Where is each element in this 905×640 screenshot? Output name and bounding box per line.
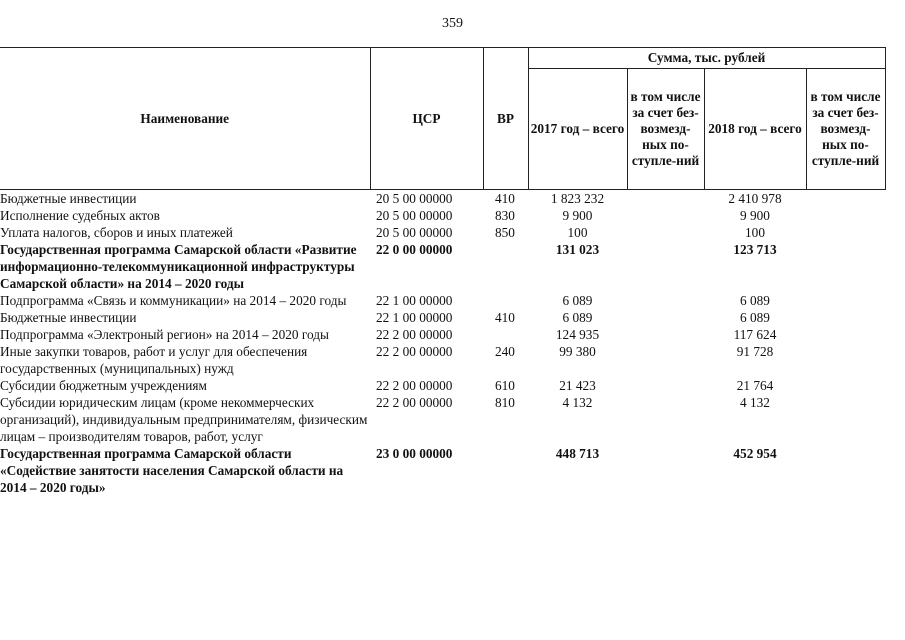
row-vr: 830 xyxy=(495,208,515,223)
row-vr: 810 xyxy=(495,395,515,410)
row-2017: 124 935 xyxy=(555,327,600,342)
row-vr: 410 xyxy=(495,310,515,325)
header-sum-group: Сумма, тыс. рублей xyxy=(528,48,885,69)
row-2018: 123 713 xyxy=(733,242,777,257)
row-csr: 22 2 00 00000 xyxy=(376,395,453,410)
row-2018: 91 728 xyxy=(736,344,774,359)
row-vr xyxy=(483,445,528,496)
row-csr: 22 2 00 00000 xyxy=(376,344,453,359)
header-2017-free: в том числе за счет без-возмезд-ных по-ступле-ний xyxy=(627,69,704,190)
header-2018-total: 2018 год – всего xyxy=(704,69,806,190)
row-csr: 20 5 00 00000 xyxy=(376,225,453,240)
row-vr: 240 xyxy=(495,344,515,359)
row-2018-free xyxy=(806,343,885,377)
row-2018-free xyxy=(806,445,885,496)
row-2017: 99 380 xyxy=(559,344,596,359)
row-name: Подпрограмма «Связь и коммуникации» на 2014 – 2020 годы xyxy=(0,293,347,308)
row-csr: 22 1 00 00000 xyxy=(376,293,453,308)
row-2017-free xyxy=(627,207,704,224)
row-2017: 1 823 232 xyxy=(550,191,605,206)
table-row xyxy=(0,309,885,326)
row-2018-free xyxy=(806,241,885,292)
table-row-program xyxy=(0,445,885,496)
row-name: Государственная программа Самарской области «Развитие информационно-телекоммуникационной инфраструктуры Самарской области» на 2014 – 2020 годы xyxy=(0,242,357,291)
row-2017: 4 132 xyxy=(562,395,593,410)
table-row xyxy=(0,207,885,224)
row-2017-free xyxy=(627,292,704,309)
page-number: 359 xyxy=(442,16,463,31)
row-name: Субсидии юридическим лицам (кроме некоммерческих организаций), индивидуальным предпринимателям, физическим лицам – производителям товаров, работ, услуг xyxy=(0,395,368,444)
row-2017: 131 023 xyxy=(555,242,600,257)
row-2017-free xyxy=(627,445,704,496)
row-2018: 100 xyxy=(745,225,765,240)
row-2018: 2 410 978 xyxy=(728,191,782,206)
row-2018-free xyxy=(806,377,885,394)
table-row xyxy=(0,326,885,343)
row-name: Иные закупки товаров, работ и услуг для обеспечения государственных (муниципальных) нужд xyxy=(0,344,308,376)
budget-table xyxy=(0,47,886,496)
row-name: Государственная программа Самарской области «Содействие занятости населения Самарской области на 2014 – 2020 годы» xyxy=(0,446,344,495)
row-2018-free xyxy=(806,394,885,445)
row-2018: 9 900 xyxy=(740,208,770,223)
row-csr: 20 5 00 00000 xyxy=(376,208,453,223)
row-vr xyxy=(483,241,528,292)
row-csr: 22 0 00 00000 xyxy=(376,242,453,257)
row-2017-free xyxy=(627,224,704,241)
row-2018: 21 764 xyxy=(736,378,774,393)
row-name: Подпрограмма «Электроный регион» на 2014 – 2020 годы xyxy=(0,327,329,342)
row-2017-free xyxy=(627,190,704,208)
row-csr: 22 1 00 00000 xyxy=(376,310,453,325)
header-csr: ЦСР xyxy=(370,48,483,190)
row-2017: 448 713 xyxy=(555,446,600,461)
table-row-program xyxy=(0,241,885,292)
table-row xyxy=(0,224,885,241)
row-csr: 22 2 00 00000 xyxy=(376,378,453,393)
row-name: Бюджетные инвестиции xyxy=(0,310,137,325)
row-2018: 6 089 xyxy=(740,293,770,308)
row-2018: 4 132 xyxy=(740,395,770,410)
row-2018-free xyxy=(806,309,885,326)
row-2017-free xyxy=(627,241,704,292)
row-name: Исполнение судебных актов xyxy=(0,208,160,223)
table-row xyxy=(0,394,885,445)
row-2017: 6 089 xyxy=(562,310,593,325)
row-2017-free xyxy=(627,343,704,377)
row-2018-free xyxy=(806,224,885,241)
row-name: Уплата налогов, сборов и иных платежей xyxy=(0,225,233,240)
table-row xyxy=(0,292,885,309)
row-2017: 9 900 xyxy=(562,208,593,223)
row-vr: 410 xyxy=(495,191,515,206)
row-name: Субсидии бюджетным учреждениям xyxy=(0,378,207,393)
table-row xyxy=(0,343,885,377)
row-2017: 6 089 xyxy=(562,293,593,308)
row-csr: 20 5 00 00000 xyxy=(376,191,453,206)
row-2017-free xyxy=(627,377,704,394)
row-vr: 610 xyxy=(495,378,515,393)
row-vr xyxy=(483,326,528,343)
row-2017-free xyxy=(627,326,704,343)
row-csr: 22 2 00 00000 xyxy=(376,327,453,342)
row-2017-free xyxy=(627,309,704,326)
row-2017: 100 xyxy=(567,225,588,240)
row-vr xyxy=(483,292,528,309)
header-name: Наименование xyxy=(0,48,370,190)
table-row xyxy=(0,190,885,208)
header-2018-free: в том числе за счет без-возмезд-ных по-ступле-ний xyxy=(806,69,885,190)
row-2018-free xyxy=(806,207,885,224)
row-vr: 850 xyxy=(495,225,515,240)
row-2017: 21 423 xyxy=(559,378,596,393)
header-2017-total: 2017 год – всего xyxy=(528,69,627,190)
header-vr: ВР xyxy=(483,48,528,190)
row-2017-free xyxy=(627,394,704,445)
row-2018-free xyxy=(806,292,885,309)
row-name: Бюджетные инвестиции xyxy=(0,191,137,206)
row-csr: 23 0 00 00000 xyxy=(376,446,453,461)
table-row xyxy=(0,377,885,394)
row-2018-free xyxy=(806,190,885,208)
row-2018: 117 624 xyxy=(733,327,777,342)
row-2018-free xyxy=(806,326,885,343)
row-2018: 452 954 xyxy=(733,446,777,461)
row-2018: 6 089 xyxy=(740,310,770,325)
